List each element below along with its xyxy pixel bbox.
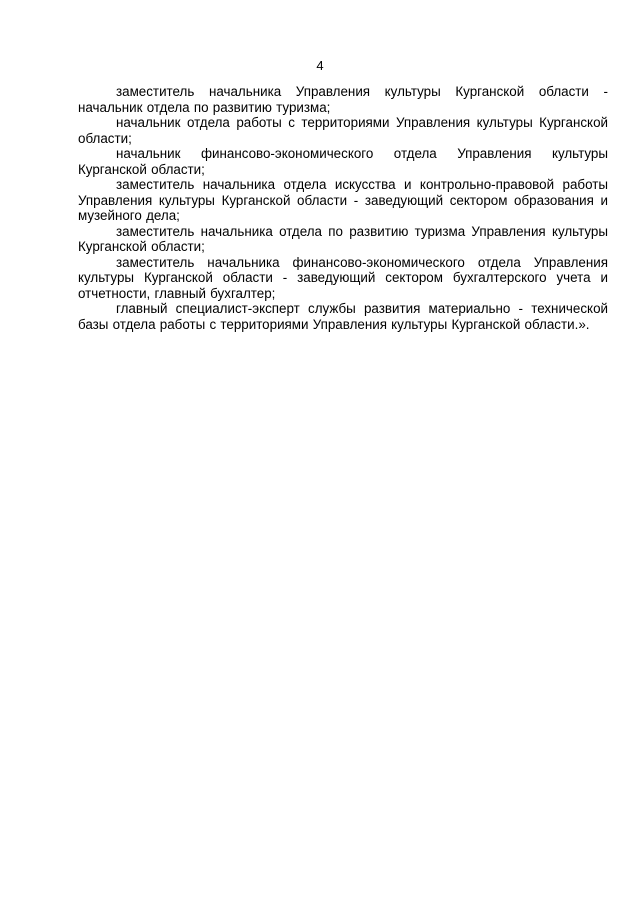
paragraph: начальник финансово-экономического отдела Управления культуры Курганской области; [78, 146, 608, 177]
paragraph: начальник отдела работы с территориями Управления культуры Курганской области; [78, 115, 608, 146]
paragraph: заместитель начальника отдела по развитию туризма Управления культуры Курганской области; [78, 223, 608, 254]
paragraph: заместитель начальника Управления культуры Курганской области - начальник отдела по развитию туризма; [78, 84, 608, 115]
document-body [78, 84, 608, 332]
paragraph: главный специалист-эксперт службы развития материально - технической базы отдела работы с территориями Управления культуры Курганской области.». [78, 301, 608, 332]
paragraph: заместитель начальника отдела искусства и контрольно-правовой работы Управления культуры Курганской области - заведующий сектором образования и музейного дела; [78, 177, 608, 223]
paragraph: заместитель начальника финансово-экономического отдела Управления культуры Курганской области - заведующий сектором бухгалтерского учета и отчетности, главный бухгалтер; [78, 254, 608, 301]
page-number: 4 [316, 58, 324, 73]
